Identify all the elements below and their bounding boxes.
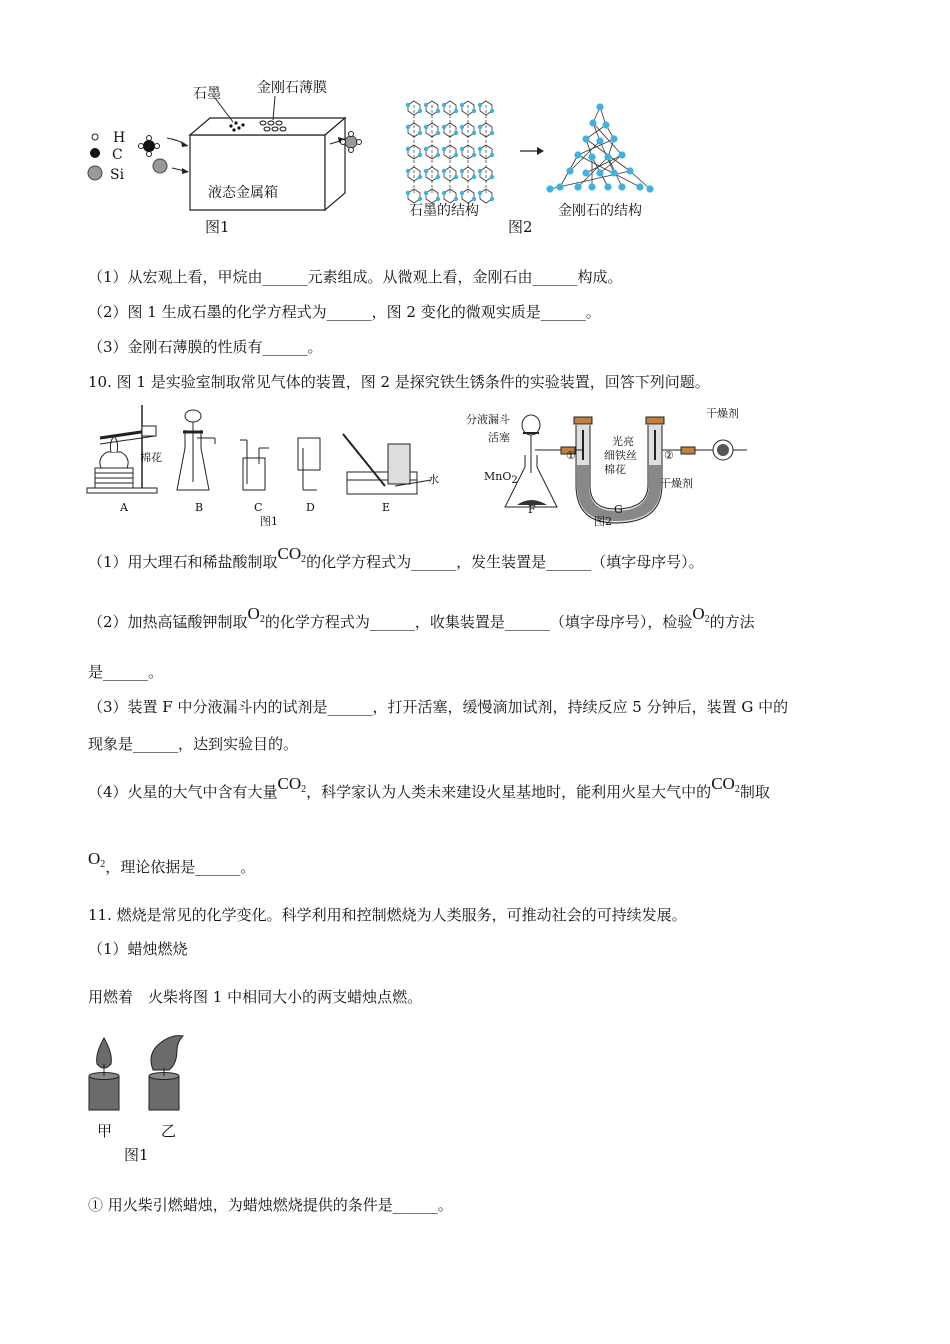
q11-subheading: （1）蜡烛燃烧 — [88, 940, 188, 958]
q11-stem: 11. 燃烧是常见的化学变化。科学利用和控制燃烧为人类服务，可推动社会的可持续发展。 — [88, 906, 687, 924]
crystal-structures-drawing — [400, 95, 680, 205]
label-mno2: MnO2 — [484, 470, 518, 486]
candle-jia-label: 甲 — [97, 1122, 113, 1140]
label-graphite: 石墨 — [193, 86, 221, 102]
label-a: A — [120, 501, 128, 514]
label-stopcock: 活塞 — [488, 431, 510, 444]
candle-yi-label: 乙 — [161, 1122, 177, 1140]
label-d: D — [306, 501, 315, 514]
q10-part4: （4）火星的大气中含有大量$CO_2$，科学家认为人类未来建设火星基地时，能利用火星大气中的$CO_2$制取 — [88, 774, 770, 801]
candles-caption: 图1 — [124, 1146, 149, 1164]
label-g: G — [614, 503, 623, 516]
q10-part3-cont: 现象是______，达到实验目的。 — [88, 735, 299, 753]
legend-h: H — [113, 130, 126, 146]
label-f: F — [528, 503, 536, 516]
q10-part1: （1）用大理石和稀盐酸制取$CO_2$的化学方程式为______，发生装置是______（填字母序号）。 — [88, 544, 704, 571]
label-shiny: 光亮 — [612, 435, 634, 448]
cvd-diagram — [85, 80, 445, 230]
candles-drawing — [85, 1030, 195, 1120]
label-circle-1: ① — [566, 449, 576, 462]
apparatus-fig1-caption: 图1 — [260, 515, 278, 528]
q11-question1: ① 用火柴引燃蜡烛，为蜡烛燃烧提供的条件是______。 — [88, 1196, 453, 1214]
label-separatory-funnel: 分液漏斗 — [466, 413, 510, 426]
apparatus-a-to-e — [85, 400, 445, 510]
label-cotton: 棉花 — [140, 451, 162, 464]
q10-stem: 10. 图 1 是实验室制取常见气体的装置，图 2 是探究铁生锈条件的实验装置，回答下列问题。 — [88, 373, 710, 391]
q10-part3: （3）装置 F 中分液漏斗内的试剂是______，打开活塞，缓慢滴加试剂，持续反应 5 分钟后，装置 G 中的 — [88, 698, 789, 716]
label-e: E — [382, 501, 391, 514]
label-circle-2: ② — [664, 449, 674, 462]
label-liquid-metal-box: 液态金属箱 — [208, 185, 278, 201]
q9-part3: （3）金刚石薄膜的性质有______。 — [88, 338, 323, 356]
label-iron-wire: 细铁丝 — [604, 449, 637, 462]
q10-part4-cont: $O_2$，理论依据是______。 — [88, 849, 256, 876]
apparatus-fig2-caption: 图2 — [594, 515, 612, 528]
label-b: B — [195, 501, 204, 514]
figure1-caption: 图1 — [205, 218, 230, 236]
q9-part1: （1）从宏观上看，甲烷由______元素组成。从微观上看，金刚石由______构成。 — [88, 268, 623, 286]
label-graphite-structure: 石墨的结构 — [409, 203, 479, 219]
label-c: C — [254, 501, 263, 514]
label-water: 水 — [428, 473, 439, 486]
q10-part2-cont: 是______。 — [88, 663, 164, 681]
legend-c: C — [112, 147, 123, 163]
label-cotton-2: 棉花 — [604, 463, 626, 476]
label-desiccant-top: 干燥剂 — [706, 407, 739, 420]
legend-si: Si — [110, 167, 125, 183]
q11-instruction: 用燃着 火柴将图 1 中相同大小的两支蜡烛点燃。 — [88, 988, 423, 1006]
figure2-caption: 图2 — [508, 218, 533, 236]
label-diamond-film: 金刚石薄膜 — [257, 80, 327, 96]
q10-part2: （2）加热高锰酸钾制取$O_2$的化学方程式为______，收集装置是______（填字母序号），检验$O_2$的方法 — [88, 604, 755, 631]
label-desiccant-bottom: 干燥剂 — [660, 477, 693, 490]
label-diamond-structure: 金刚石的结构 — [558, 203, 642, 219]
q9-part2: （2）图 1 生成石墨的化学方程式为______，图 2 变化的微观实质是______。 — [88, 303, 601, 321]
